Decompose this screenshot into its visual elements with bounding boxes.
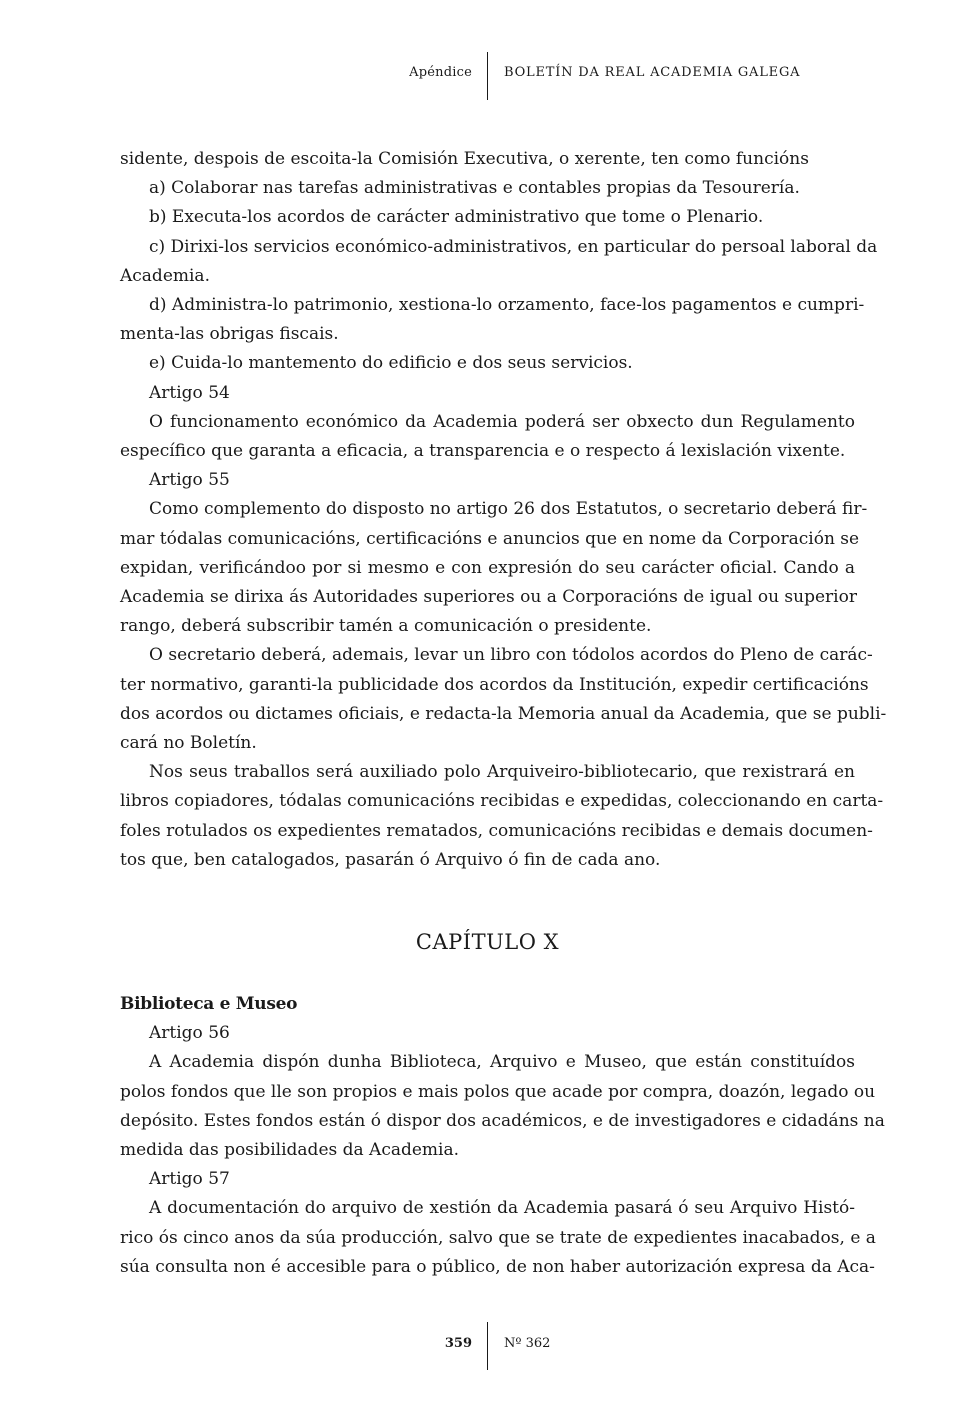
text-line: foles rotulados os expedientes rematados, comunicacións recibidas e demais documen- [120, 820, 873, 841]
text-line: Academia. [120, 265, 210, 286]
header-section-label: Apéndice [409, 65, 472, 80]
text-line: mar tódalas comunicacións, certificacións e anuncios que en nome da Corporación se [120, 528, 860, 549]
text-line: d) Administra-lo patrimonio, xestiona-lo orzamento, face-los pagamentos e cumpri- [149, 295, 865, 316]
text-line: e) Cuida-lo mantemento do edificio e dos seus servicios. [149, 353, 633, 374]
body-text-lower-lines [120, 1019, 885, 1282]
text-line: A Academia dispón dunha Biblioteca, Arquivo e Museo, que están constituídos [149, 1052, 855, 1073]
text-line: medida das posibilidades da Academia. [120, 1140, 460, 1161]
text-line: rango, deberá subscribir tamén a comunicación o presidente. [120, 616, 652, 637]
header-journal-title: BOLETÍN DA REAL ACADEMIA GALEGA [504, 65, 801, 80]
text-line: O funcionamento económico da Academia poderá ser obxecto dun Regulamento [149, 411, 855, 432]
text-line: específico que garanta a eficacia, a transparencia e o respecto á lexislación vixente. [120, 441, 846, 462]
text-line: dos acordos ou dictames oficiais, e redacta-la Memoria anual da Academia, que se publi- [120, 703, 887, 724]
text-line: Academia se dirixa ás Autoridades superiores ou a Corporacións de igual ou superior [120, 587, 857, 608]
running-header [0, 52, 975, 100]
body-text-upper [120, 145, 887, 875]
text-line: O secretario deberá, ademais, levar un libro con tódolos acordos do Pleno de carác- [149, 645, 873, 666]
text-line: libros copiadores, tódalas comunicacións recibidas e expedidas, coleccionando en carta- [120, 791, 884, 812]
running-footer [0, 1322, 975, 1370]
text-line: a) Colaborar nas tarefas administrativas e contables propias da Tesourería. [149, 178, 800, 199]
text-line: rico ós cinco anos da súa producción, salvo que se trate de expedientes inacabados, e a [120, 1227, 876, 1248]
text-line: tos que, ben catalogados, pasarán ó Arquivo ó fin de cada ano. [120, 849, 661, 870]
issue-number: Nº 362 [504, 1336, 551, 1351]
text-line: menta-las obrigas fiscais. [120, 324, 339, 345]
text-line: súa consulta non é accesible para o público, de non haber autorización expresa da Aca- [120, 1256, 875, 1277]
header-divider [487, 52, 488, 100]
text-line: Artigo 57 [149, 1169, 230, 1190]
text-line: Artigo 55 [149, 470, 230, 491]
page-number: 359 [444, 1336, 472, 1351]
text-line: Artigo 56 [149, 1023, 230, 1044]
text-line: expidan, verificándoo por si mesmo e con expresión do seu carácter oficial. Cando a [120, 557, 855, 578]
text-line: A documentación do arquivo de xestión da Academia pasará ó seu Arquivo Histó- [149, 1198, 855, 1219]
footer-divider [487, 1322, 488, 1370]
body-text-lower [120, 990, 885, 1282]
text-line: c) Dirixi-los servicios económico-administrativos, en particular do persoal laboral da [149, 236, 878, 257]
text-line: b) Executa-los acordos de carácter administrativo que tome o Plenario. [149, 207, 764, 228]
text-line: ter normativo, garanti-la publicidade dos acordos da Institución, expedir certificacións [120, 674, 869, 695]
text-line: Artigo 54 [149, 382, 230, 403]
chapter-heading: CAPÍTULO X [415, 930, 560, 954]
text-line: sidente, despois de escoita-la Comisión Executiva, o xerente, ten como funcións [120, 149, 809, 169]
text-line: polos fondos que lle son propios e mais polos que acade por compra, doazón, legado ou [120, 1081, 876, 1102]
section-heading: Biblioteca e Museo [120, 994, 298, 1014]
text-line: depósito. Estes fondos están ó dispor dos académicos, e de investigadores e cidadáns na [120, 1110, 885, 1131]
text-line: Como complemento do disposto no artigo 26 dos Estatutos, o secretario deberá fir- [149, 499, 868, 520]
text-line: cará no Boletín. [120, 733, 257, 754]
text-line: Nos seus traballos será auxiliado polo Arquiveiro-bibliotecario, que rexistrará en [149, 762, 855, 783]
